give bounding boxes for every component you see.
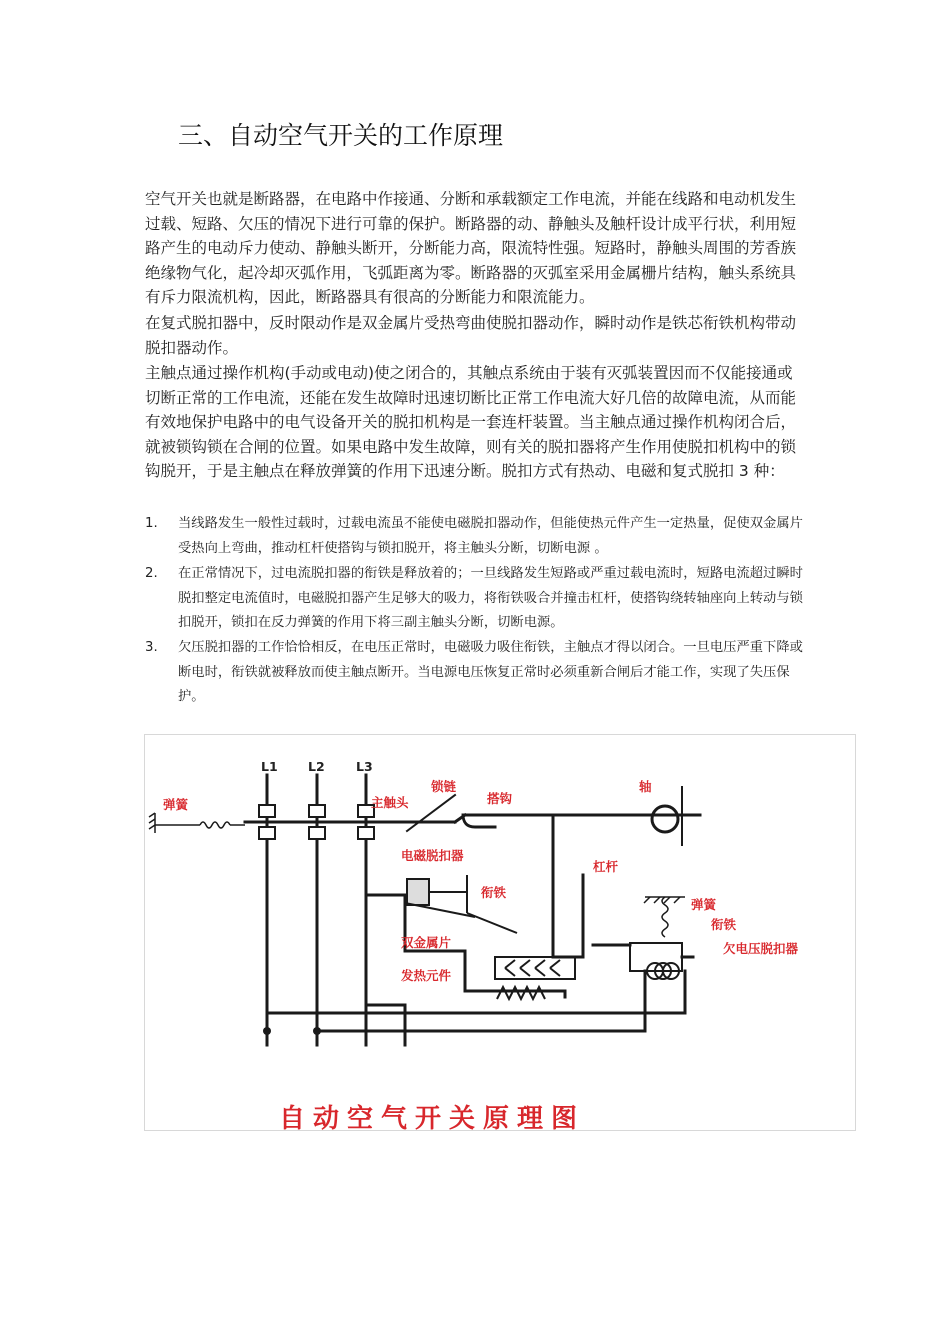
list-item-3 — [145, 636, 808, 710]
label-l3: L3 — [356, 759, 373, 774]
circuit-breaker-diagram — [144, 734, 856, 1131]
hook-shape — [463, 815, 495, 827]
label-spring-right: 弹簧 — [691, 897, 717, 912]
diagram-svg — [145, 735, 857, 1132]
list-text: 当线路发生一般性过载时，过载电流虽不能使电磁脱扣器动作，但能使热元件产生一定热量，促使双金属片受热向上弯曲，推动杠杆使搭钩与锁扣脱开，将主触头分断，切断电源 。 — [178, 516, 803, 556]
label-em-trip: 电磁脱扣器 — [401, 848, 464, 863]
label-l1: L1 — [261, 759, 278, 774]
label-l2: L2 — [308, 759, 325, 774]
left-spring — [200, 822, 230, 828]
label-hook: 搭钩 — [487, 791, 513, 806]
list-item-2 — [145, 562, 808, 636]
label-armature: 衔铁 — [481, 885, 507, 900]
list-number: 2. — [145, 566, 158, 581]
heater-zigzag — [497, 987, 545, 999]
label-undervoltage-trip: 欠电压脱扣器 — [723, 941, 799, 956]
list-text: 在正常情况下，过电流脱扣器的衔铁是释放着的；一旦线路发生短路或严重过载电流时，短路电流超过瞬时脱扣整定电流值时，电磁脱扣器产生足够大的吸力，将衔铁吸合并撞击杠杆，使搭钩绕转轴座向上转动与锁扣脱开，锁扣在反力弹簧的作用下将三副主触头分断，切断电源。 — [178, 566, 803, 631]
page-title: 三、自动空气开关的工作原理 — [178, 121, 504, 150]
list-item-1 — [145, 512, 808, 561]
label-main-contact: 主触头 — [371, 795, 409, 810]
shaft-circle — [652, 806, 678, 832]
paragraph-2: 在复式脱扣器中，反时限动作是双金属片受热弯曲使脱扣器动作，瞬时动作是铁芯衔铁机构带动脱扣器动作。 — [145, 314, 797, 357]
label-shaft: 轴 — [639, 779, 652, 794]
paragraph-1: 空气开关也就是断路器，在电路中作接通、分断和承载额定工作电流，并能在线路和电动机发生过载、短路、欠压的情况下进行可靠的保护。断路器的动、静触头及触杆设计成平行状，利用短路产生的电动斥力使动、静触头断开，分断能力高，限流特性强。短路时，静触头周围的芳香族绝缘物气化，起冷却灭弧作用，飞弧距离为零。断路器的灭弧室采用金属栅片结构，触头系统具有斥力限流机构，因此，断路器具有很高的分断能力和限流能力。 — [145, 190, 797, 307]
list-number: 1. — [145, 516, 158, 531]
label-bimetal: 双金属片 — [401, 935, 452, 950]
paragraph-3: 主触点通过操作机构(手动或电动)使之闭合的，其触点系统由于装有灭弧装置因而不仅能接通或切断正常的工作电流，还能在发生故障时迅速切断比正常工作电流大好几倍的故障电流，从而能有效地保护电路中的电气设备开关的脱扣机构是一套连杆装置。当主触点通过操作机构闭合后，就被锁钩锁在合闸的位置。如果电路中发生故障，则有关的脱扣器将产生作用使脱扣机构中的锁钩脱开，于是主触点在释放弹簧的作用下迅速分断。脱扣方式有热动、电磁和复式脱扣 3 种： — [145, 364, 797, 481]
label-armature-right: 衔铁 — [711, 917, 737, 932]
diagram-caption: 自动空气开关原理图 — [279, 1104, 586, 1132]
label-lever: 杠杆 — [593, 859, 619, 874]
list-number: 3. — [145, 640, 158, 655]
label-heater: 发热元件 — [401, 968, 452, 983]
list-text: 欠压脱扣器的工作恰恰相反，在电压正常时，电磁吸力吸住衔铁，主触点才得以闭合。一旦电压严重下降或断电时，衔铁就被释放而使主触点断开。当电源电压恢复正常时必须重新合闸后才能工作，实现了失压保护。 — [178, 640, 803, 705]
label-lock-chain: 锁链 — [431, 779, 457, 794]
label-spring-left: 弹簧 — [163, 797, 189, 812]
